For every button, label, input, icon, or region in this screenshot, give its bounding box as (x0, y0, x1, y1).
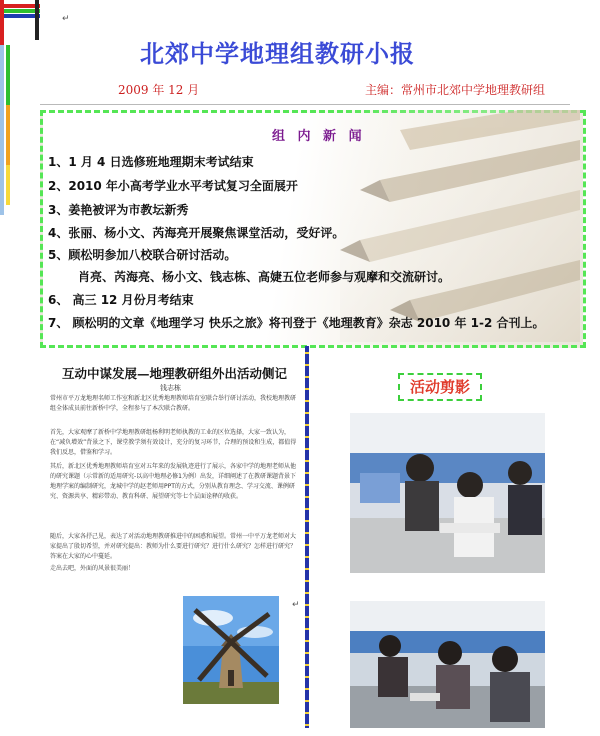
gallery-label: 活动剪影 (398, 373, 482, 401)
header-rule (40, 104, 570, 105)
corner-vbar-dark (35, 0, 39, 40)
classroom-photo-icon (350, 601, 545, 728)
classroom-photo-icon (350, 413, 545, 573)
news-item: 5、顾松明参加八校联合研讨活动。 (48, 248, 237, 262)
corner-vbar-yellow (6, 165, 10, 205)
corner-bar-green (0, 9, 40, 13)
news-item: 6、 高三 12 月份月考结束 (48, 293, 194, 307)
windmill-photo (183, 596, 279, 704)
activity-photo-1 (350, 413, 545, 573)
pencils-illustration (340, 110, 580, 342)
news-title: 组 内 新 闻 (272, 129, 366, 144)
article-paragraph: 随后，大家各抒己见，表达了对活动地理教研推进中的困惑和展望。常州一中平万龙老师对大家提出了殷切希望，并对研究提出：教师为什么要进行研究？进行什么研究？怎样进行研究？答案在大家的心中蔓延。 (50, 533, 297, 560)
news-item: 3、姜艳被评为市教坛新秀 (48, 203, 189, 217)
news-item: 7、 顾松明的文章《地理学习 快乐之旅》将刊登于《地理教育》杂志 2010 年 1-2 合刊上。 (48, 316, 545, 330)
corner-vbar-lightblue (0, 45, 4, 215)
news-item: 4、张丽、杨小文、芮海亮开展聚焦课堂活动，受好评。 (48, 226, 345, 240)
pencils-icon (340, 110, 580, 342)
page-title: 北郊中学地理组教研小报 (140, 39, 415, 68)
corner-vbar-red (0, 0, 4, 45)
article-title: 互动中谋发展—地理教研组外出活动侧记 (62, 366, 288, 381)
article-paragraph: 首先，大家观摩了新桥中学地理教研组杨利明老师执教的工业的区位选择，大家一致认为，在“减负增效”背景之下，课堂教学须有效设计，充分的复习环节，合理的预设和生成，都值得我们反思，借鉴和学习。 (50, 429, 297, 456)
news-item: 2、2010 年小高考学业水平考试复习全面展开 (48, 179, 298, 193)
article-paragraph: 常州市平万龙地理名师工作室和新北区优秀地理教师培育室联合举行研讨活动，我校地理教研组全体成员前往新桥中学，全程参与了本次联合教研。 (50, 395, 297, 412)
corner-bar-blue (0, 14, 40, 18)
paragraph-mark: ↵ (62, 14, 70, 24)
article-author: 钱志栋 (160, 384, 181, 392)
corner-vbar-orange (6, 105, 10, 165)
issue-date: 2009 年 12 月 (118, 83, 200, 97)
news-item: 肖亮、芮海亮、杨小文、钱志栋、高婕五位老师参与观摩和交流研讨。 (78, 270, 451, 284)
corner-vbar-green (6, 45, 10, 105)
editor-line: 主编：常州市北郊中学地理教研组 (365, 83, 546, 97)
corner-bar-red (0, 4, 40, 8)
article-paragraph: 其后，新北区优秀地理教师培育室对五年来的发展轨迹进行了展示，各家中学的地理老师从他的研究课题（示常新的适用研究-以高中地理必修1为例）出发，详细阐述了在教研课题背景下地理学案的编制研究，龙城中学的赵老师用PPT的方式，分别从教育理念、学习交流、课例研究、资源共享、精彩带动、教育科研、展望研究等七个层面诠释的收获。 (50, 463, 297, 500)
article-paragraph: 走出去吧，外面的风景很美丽！ (50, 565, 135, 572)
paragraph-mark: ↵ (292, 600, 300, 610)
activity-photo-2 (350, 601, 545, 728)
news-item: 1、1 月 4 日选修班地理期末考试结束 (48, 155, 254, 169)
windmill-icon (183, 596, 279, 704)
column-divider (305, 346, 309, 728)
